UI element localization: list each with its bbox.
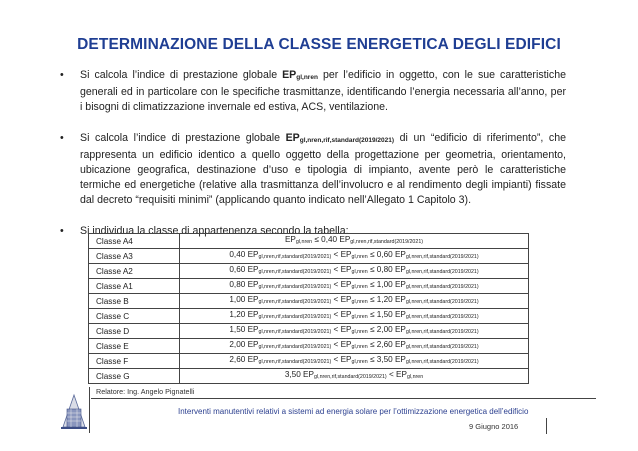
rule-subscript: gl,nren,rif,standard(2019/2021)	[258, 359, 332, 365]
rule-text: ≤ 3,50 EP	[367, 355, 406, 364]
rule-subscript: gl,nren,rif,standard(2019/2021)	[405, 359, 479, 365]
energy-class-label: Classe G	[89, 369, 180, 384]
energy-class-label: Classe D	[89, 324, 180, 339]
rule-text: < EP	[331, 295, 352, 304]
rule-subscript: gl,nren,rif,standard(2019/2021)	[405, 269, 479, 275]
energy-class-label: Classe E	[89, 339, 180, 354]
rule-text: < EP	[331, 250, 352, 259]
rule-text: ≤ 1,00 EP	[367, 280, 406, 289]
rule-text: ≤ 2,00 EP	[367, 325, 406, 334]
rule-subscript: gl,nren,rif,standard(2019/2021)	[258, 299, 332, 305]
rule-subscript: gl,nren	[351, 344, 368, 350]
table-row	[89, 294, 529, 309]
bullet-item-2	[58, 131, 566, 209]
rule-subscript: gl,nren	[351, 284, 368, 290]
bullet-1-symbol: EP	[282, 69, 297, 81]
table-row	[89, 339, 529, 354]
rule-subscript: gl,nren	[406, 374, 424, 380]
energy-class-label: Classe A1	[89, 279, 180, 294]
rule-text: ≤ 0,60 EP	[367, 250, 406, 259]
table-row	[89, 279, 529, 294]
energy-class-rule	[180, 324, 529, 339]
rule-text: ≤ 0,40 EP	[312, 235, 351, 244]
building-logo-icon	[61, 391, 87, 431]
bullet-3-text: Si individua la classe di appartenenza secondo la tabella:	[80, 224, 349, 237]
rule-subscript: gl,nren,rif,standard(2019/2021)	[405, 344, 479, 350]
table-row	[89, 354, 529, 369]
rule-subscript: gl,nren	[351, 359, 368, 365]
rule-text: 0,40 EP	[229, 250, 259, 259]
bullet-2-post: di un “edificio di riferimento”, che rappresenta un edificio identico a quello oggetto della progettazione per geometria, orientamento, ubicazione geografica, destinazione d’uso e tipologia di impianto, avente però le caratteristiche termiche ed energetiche (relative alla trasmittanza dell’involucro e al rendimento degli impianti) fissate dal decreto “requisiti minimi” (applicando quanto indicato nell’Allegato 1 Capitolo 3).	[80, 131, 566, 207]
rule-text: ≤ 0,80 EP	[367, 265, 406, 274]
energy-class-rule	[180, 354, 529, 369]
rule-subscript: gl,nren,rif,standard(2019/2021)	[313, 374, 387, 380]
rule-subscript: gl,nren,rif,standard(2019/2021)	[405, 314, 479, 320]
rule-text: 1,20 EP	[229, 310, 259, 319]
footer-date-divider	[546, 418, 547, 434]
rule-subscript: gl,nren,rif,standard(2019/2021)	[258, 314, 332, 320]
rule-subscript: gl,nren,rif,standard(2019/2021)	[405, 329, 479, 335]
rule-subscript: gl,nren,rif,standard(2019/2021)	[405, 299, 479, 305]
energy-class-rule	[180, 264, 529, 279]
rule-subscript: gl,nren,rif,standard(2019/2021)	[258, 329, 332, 335]
bullet-icon: •	[60, 224, 64, 237]
slide-title: DETERMINAZIONE DELLA CLASSE ENERGETICA DEGLI EDIFICI	[77, 36, 561, 53]
bullet-icon: •	[60, 69, 64, 81]
energy-class-rule	[180, 369, 529, 384]
bullet-2-subscript: gl,nren,rif,standard(2019/2021)	[299, 136, 395, 144]
footer-divider-vertical	[89, 387, 90, 433]
energy-class-rule	[180, 339, 529, 354]
table-row	[89, 234, 529, 249]
rule-text: < EP	[331, 265, 352, 274]
table-row	[89, 309, 529, 324]
rule-text: < EP	[386, 370, 407, 379]
bullet-icon: •	[60, 131, 64, 144]
energy-class-label: Classe C	[89, 309, 180, 324]
rule-text: 1,00 EP	[229, 295, 259, 304]
presentation-subtitle: Interventi manutentivi relativi a sistemi ad energia solare per l’ottimizzazione energetica dell’edificio	[178, 407, 529, 416]
bullet-1-post: per l’edificio in oggetto, con le sue caratteristiche generali ed in particolare con le specifiche trasmittanze, identificando l’energia necessaria all’anno, per i bisogni di climatizzazione invernale ed estiva, ACS, ventilazione.	[80, 69, 566, 114]
rule-text: 0,80 EP	[229, 280, 259, 289]
energy-class-rule	[180, 294, 529, 309]
table-row	[89, 264, 529, 279]
rule-subscript: gl,nren,rif,standard(2019/2021)	[405, 284, 479, 290]
rule-text: ≤ 1,50 EP	[367, 310, 406, 319]
rule-subscript: gl,nren,rif,standard(2019/2021)	[258, 269, 332, 275]
energy-class-rule	[180, 309, 529, 324]
bullet-1-pre: Si calcola l’indice di prestazione globale	[80, 69, 283, 81]
energy-class-label: Classe A4	[89, 234, 180, 249]
rule-text: < EP	[331, 355, 352, 364]
rule-text: < EP	[331, 280, 352, 289]
bullet-2-symbol: EP	[285, 131, 300, 144]
rule-subscript: gl,nren,rif,standard(2019/2021)	[405, 254, 479, 260]
rule-subscript: gl,nren,rif,standard(2019/2021)	[258, 284, 332, 290]
table-row	[89, 249, 529, 264]
rule-subscript: gl,nren,rif,standard(2019/2021)	[258, 254, 332, 260]
energy-class-label: Classe A3	[89, 249, 180, 264]
energy-class-table	[88, 233, 529, 384]
presentation-date: 9 Giugno 2016	[469, 422, 519, 431]
rule-subscript: gl,nren	[351, 299, 368, 305]
rule-text: 2,60 EP	[229, 355, 259, 364]
bullet-item-1	[58, 68, 566, 116]
energy-class-label: Classe B	[89, 294, 180, 309]
rule-text: < EP	[331, 310, 352, 319]
energy-class-rule	[180, 249, 529, 264]
energy-class-rule	[180, 234, 529, 249]
rule-text: 0,60 EP	[229, 265, 259, 274]
rule-text: EP	[284, 235, 296, 244]
rule-subscript: gl,nren	[351, 314, 368, 320]
rule-text: < EP	[331, 325, 352, 334]
bullet-2-pre: Si calcola l’indice di prestazione globale	[80, 131, 286, 144]
table-row	[89, 369, 529, 384]
rule-text: ≤ 2,60 EP	[367, 340, 406, 349]
footer-divider	[91, 398, 596, 399]
rule-subscript: gl,nren	[295, 239, 313, 245]
rule-text: ≤ 1,20 EP	[367, 295, 406, 304]
speaker-name: Relatore: Ing. Angelo Pignatelli	[96, 387, 195, 396]
bullet-list	[58, 68, 566, 254]
energy-class-label: Classe F	[89, 354, 180, 369]
rule-subscript: gl,nren,rif,standard(2019/2021)	[258, 344, 332, 350]
bullet-1-subscript: gl,nren	[296, 74, 318, 81]
rule-text: < EP	[331, 340, 352, 349]
rule-subscript: gl,nren	[351, 329, 368, 335]
rule-subscript: gl,nren	[351, 254, 368, 260]
rule-text: 1,50 EP	[229, 325, 259, 334]
rule-text: 3,50 EP	[284, 370, 314, 379]
rule-text: 2,00 EP	[229, 340, 259, 349]
table-row	[89, 324, 529, 339]
energy-class-rule	[180, 279, 529, 294]
energy-class-label: Classe A2	[89, 264, 180, 279]
rule-subscript: gl,nren	[351, 269, 368, 275]
rule-subscript: gl,nren,rif,standard(2019/2021)	[350, 239, 424, 245]
